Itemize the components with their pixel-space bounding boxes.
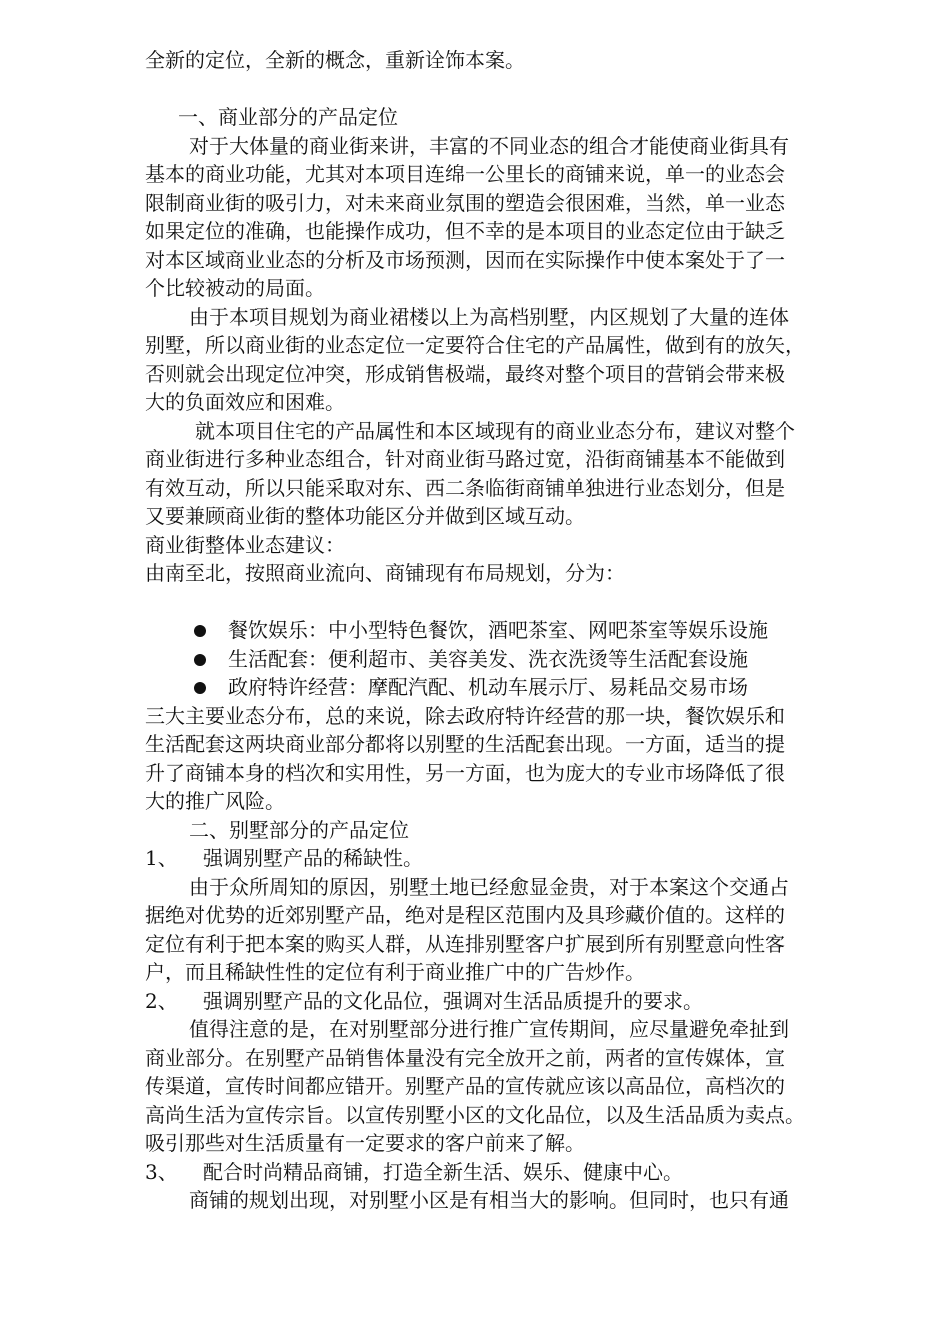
text-line: 如果定位的准确，也能操作成功，但不幸的是本项目的业态定位由于缺乏 bbox=[145, 219, 785, 243]
item-number: 1、 bbox=[145, 846, 178, 870]
list-item-text: 政府特许经营：摩配汽配、机动车展示厅、易耗品交易市场 bbox=[228, 675, 748, 699]
list-item bbox=[145, 673, 885, 702]
text-line: 商业街进行多种业态组合，针对商业街马路过宽，沿街商铺基本不能做到 bbox=[145, 447, 785, 471]
text-line: 定位有利于把本案的购买人群，从连排别墅客户扩展到所有别墅意向性客 bbox=[145, 931, 785, 956]
list-item bbox=[145, 645, 885, 674]
section2-heading: 二、别墅部分的产品定位 bbox=[189, 817, 409, 842]
list-item-text: 餐饮娱乐：中小型特色餐饮，酒吧茶室、网吧茶室等娱乐设施 bbox=[228, 618, 768, 642]
bullet-icon bbox=[194, 682, 206, 694]
text-line: 限制商业街的吸引力，对未来商业氛围的塑造会很困难，当然，单一业态 bbox=[145, 190, 785, 215]
text-line: 值得注意的是，在对别墅部分进行推广宣传期间，应尽量避免牵扯到 bbox=[189, 1017, 789, 1041]
section1-paragraph-4 bbox=[145, 702, 885, 816]
text-line: 就本项目住宅的产品属性和本区域现有的商业业态分布，建议对整个 bbox=[195, 418, 795, 443]
text-line: 升了商铺本身的档次和实用性，另一方面，也为庞大的专业市场降低了很 bbox=[145, 760, 785, 785]
item-title: 强调别墅产品的文化品位，强调对生活品质提升的要求。 bbox=[203, 988, 703, 1013]
text-line: 由于众所周知的原因，别墅土地已经愈显金贵，对于本案这个交通占 bbox=[189, 874, 789, 899]
section1-heading: 一、商业部分的产品定位 bbox=[178, 105, 398, 129]
text-line: 否则就会出现定位冲突，形成销售极端，最终对整个项目的营销会带来极 bbox=[145, 361, 785, 386]
text-line: 大的负面效应和困难。 bbox=[145, 390, 345, 414]
layout-intro-line: 由南至北，按照商业流向、商铺现有布局规划，分为： bbox=[145, 561, 625, 585]
business-type-list bbox=[145, 616, 885, 702]
text-line: 有效互动，所以只能采取对东、西二条临街商铺单独进行业态划分，但是 bbox=[145, 475, 785, 500]
section1-paragraph-2 bbox=[145, 303, 885, 417]
numbered-item-1-title bbox=[145, 844, 885, 873]
numbered-item-2-title bbox=[145, 987, 885, 1016]
text-line: 大的推广风险。 bbox=[145, 789, 285, 813]
text-line: 据绝对优势的近郊别墅产品，绝对是程区范围内及具珍藏价值的。这样的 bbox=[145, 903, 785, 927]
item-number: 3、 bbox=[145, 1159, 178, 1184]
text-line: 传渠道，宣传时间都应错开。别墅产品的宣传就应该以高品位，高档次的 bbox=[145, 1074, 785, 1098]
numbered-item-3-body bbox=[145, 1186, 885, 1215]
list-item-text: 生活配套：便利超市、美容美发、洗衣洗烫等生活配套设施 bbox=[228, 646, 748, 671]
list-item bbox=[145, 616, 885, 645]
text-line: 三大主要业态分布，总的来说，除去政府特许经营的那一块，餐饮娱乐和 bbox=[145, 703, 785, 728]
numbered-item-1-body bbox=[145, 873, 885, 987]
text-line: 又要兼顾商业街的整体功能区分并做到区域互动。 bbox=[145, 504, 585, 528]
blank-line bbox=[145, 588, 885, 617]
bullet-icon bbox=[194, 654, 206, 666]
numbered-item-2-body bbox=[145, 1015, 885, 1158]
section1-paragraph-3 bbox=[145, 417, 885, 531]
text-line: 高尚生活为宣传宗旨。以宣传别墅小区的文化品位，以及生活品质为卖点。 bbox=[145, 1102, 805, 1127]
business-suggestion-label: 商业街整体业态建议： bbox=[145, 532, 345, 557]
item-title: 强调别墅产品的稀缺性。 bbox=[203, 846, 423, 870]
text-line: 生活配套这两块商业部分都将以别墅的生活配套出现。一方面，适当的提 bbox=[145, 732, 785, 756]
item-title: 配合时尚精品商铺，打造全新生活、娱乐、健康中心。 bbox=[203, 1159, 683, 1184]
text-line: 个比较被动的局面。 bbox=[145, 276, 325, 300]
text-line: 别墅，所以商业街的业态定位一定要符合住宅的产品属性，做到有的放矢， bbox=[145, 333, 805, 357]
text-line: 基本的商业功能，尤其对本项目连绵一公里长的商铺来说，单一的业态会 bbox=[145, 162, 785, 186]
numbered-item-3-title bbox=[145, 1158, 885, 1187]
intro-line: 全新的定位，全新的概念，重新诠饰本案。 bbox=[145, 48, 525, 72]
bullet-icon bbox=[194, 625, 206, 637]
text-line: 户，而且稀缺性性的定位有利于商业推广中的广告炒作。 bbox=[145, 960, 645, 984]
text-line: 由于本项目规划为商业裙楼以上为高档别墅，内区规划了大量的连体 bbox=[189, 304, 789, 329]
text-line: 商铺的规划出现，对别墅小区是有相当大的影响。但同时，也只有通 bbox=[189, 1188, 789, 1212]
text-line: 对于大体量的商业街来讲，丰富的不同业态的组合才能使商业街具有 bbox=[189, 133, 789, 158]
blank-line bbox=[145, 75, 885, 104]
text-line: 对本区域商业业态的分析及市场预测，因而在实际操作中使本案处于了一 bbox=[145, 247, 785, 272]
item-number: 2、 bbox=[145, 988, 178, 1013]
text-line: 商业部分。在别墅产品销售体量没有完全放开之前，两者的宣传媒体，宣 bbox=[145, 1045, 785, 1070]
section1-paragraph-1 bbox=[145, 132, 885, 303]
document-page bbox=[145, 46, 885, 1215]
text-line: 吸引那些对生活质量有一定要求的客户前来了解。 bbox=[145, 1131, 585, 1155]
